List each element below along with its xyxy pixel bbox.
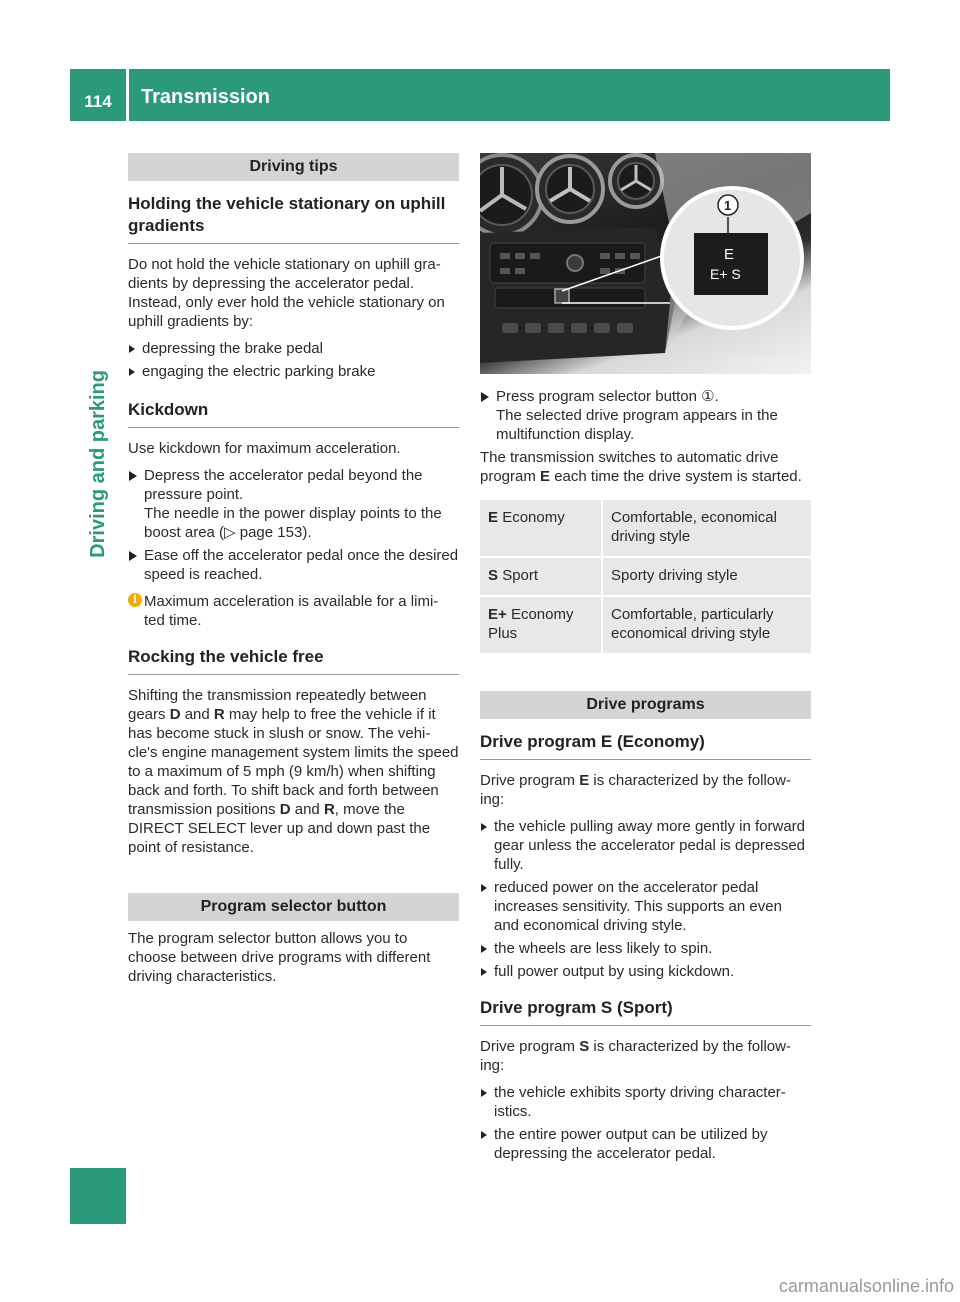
section-heading-drive-programs: Drive programs — [480, 691, 811, 719]
heading-sport: Drive program S (Sport) — [480, 997, 811, 1026]
list-item: full power output by using kickdown. — [480, 962, 811, 981]
instruction-step: Ease off the accelerator pedal once the desired speed is reached. — [128, 546, 459, 584]
figure-code: P27.60-3775-31 — [728, 356, 807, 367]
table-row: S Sport Sporty driving style — [480, 558, 811, 595]
section-heading-driving-tips: Driving tips — [128, 153, 459, 181]
heading-rocking-free: Rocking the vehicle free — [128, 646, 459, 675]
display-label-top: E — [724, 246, 735, 263]
paragraph-sport: Drive program S is characterized by the follow-ing: — [480, 1038, 791, 1074]
page-number: 114 — [84, 91, 112, 111]
list-item: the vehicle pulling away more gently in forward gear unless the accelerator pedal is depressed fully. — [480, 817, 811, 874]
instruction-step: Press program selector button ①. The selected drive program appears in the multifunction display. — [480, 387, 811, 444]
side-tab-label: Driving and parking — [87, 370, 109, 558]
right-column — [480, 153, 811, 1167]
paragraph-kickdown: Use kickdown for maximum acceleration. — [128, 440, 401, 457]
section-heading-program-selector: Program selector button — [128, 893, 459, 921]
figure-callout-number: 1 — [724, 198, 732, 213]
display-label-bottom: E+ S — [710, 266, 741, 282]
heading-holding-stationary: Holding the vehicle stationary on uphill gradients — [128, 193, 459, 244]
list-item: depressing the brake pedal — [128, 339, 459, 358]
list-item: engaging the electric parking brake — [128, 362, 459, 381]
paragraph-rocking: Shifting the transmission repeatedly between gears D and R may help to free the vehicle if it has become stuck in slush or snow. The vehi-cle's engine management system limits the speed to a maximum of 5 mph (9 km/h) when shifting back and forth. To shift back and forth between transmission positions D and R, move the DIRECT SELECT lever up and down past the point of resistance. — [128, 687, 459, 856]
page-reference: ▷ page 153 — [224, 524, 303, 541]
side-tab-marker — [70, 1168, 126, 1224]
header-divider — [126, 69, 129, 121]
list-item: the vehicle exhibits sporty driving character-istics. — [480, 1083, 811, 1121]
list-item: the wheels are less likely to spin. — [480, 939, 811, 958]
table-row: E+ Economy Plus Comfortable, particularly economical driving style — [480, 597, 811, 653]
page-title: Transmission — [141, 86, 270, 108]
info-note: i Maximum acceleration is available for a limi-ted time. — [128, 592, 459, 630]
step-arrow-icon — [129, 471, 137, 481]
step-arrow-icon — [129, 551, 137, 561]
paragraph-economy: Drive program E is characterized by the follow-ing: — [480, 772, 791, 808]
paragraph-program-selector: The program selector button allows you to choose between drive programs with different driving characteristics. — [128, 930, 431, 985]
left-column — [128, 153, 459, 994]
table-row: E Economy Comfortable, economical driving style — [480, 500, 811, 556]
dashboard-photo — [480, 153, 811, 374]
paragraph-holding: Do not hold the vehicle stationary on uphill gra-dients by depressing the accelerator pedal. Instead, only ever hold the vehicle stationary on uphill gradients by: — [128, 256, 445, 330]
callout-reference: ① — [701, 388, 715, 405]
paragraph-auto-program: The transmission switches to automatic drive program E each time the drive system is started. — [480, 449, 802, 485]
air-vent-icon — [610, 155, 662, 207]
air-vent-icon — [480, 155, 542, 235]
step-arrow-icon — [481, 392, 489, 402]
heading-economy: Drive program E (Economy) — [480, 731, 811, 760]
list-item: reduced power on the accelerator pedal increases sensitivity. This supports an even and economical driving style. — [480, 878, 811, 935]
heading-kickdown: Kickdown — [128, 399, 459, 428]
drive-program-table — [480, 500, 811, 653]
instruction-step: Depress the accelerator pedal beyond the pressure point. The needle in the power display points to the boost area (▷ page 153). — [128, 466, 459, 542]
watermark: carmanualsonline.info — [778, 1276, 954, 1296]
info-icon: i — [128, 593, 142, 607]
list-item: the entire power output can be utilized by depressing the accelerator pedal. — [480, 1125, 811, 1163]
dashboard-illustration — [480, 153, 811, 374]
air-vent-icon — [537, 156, 603, 222]
